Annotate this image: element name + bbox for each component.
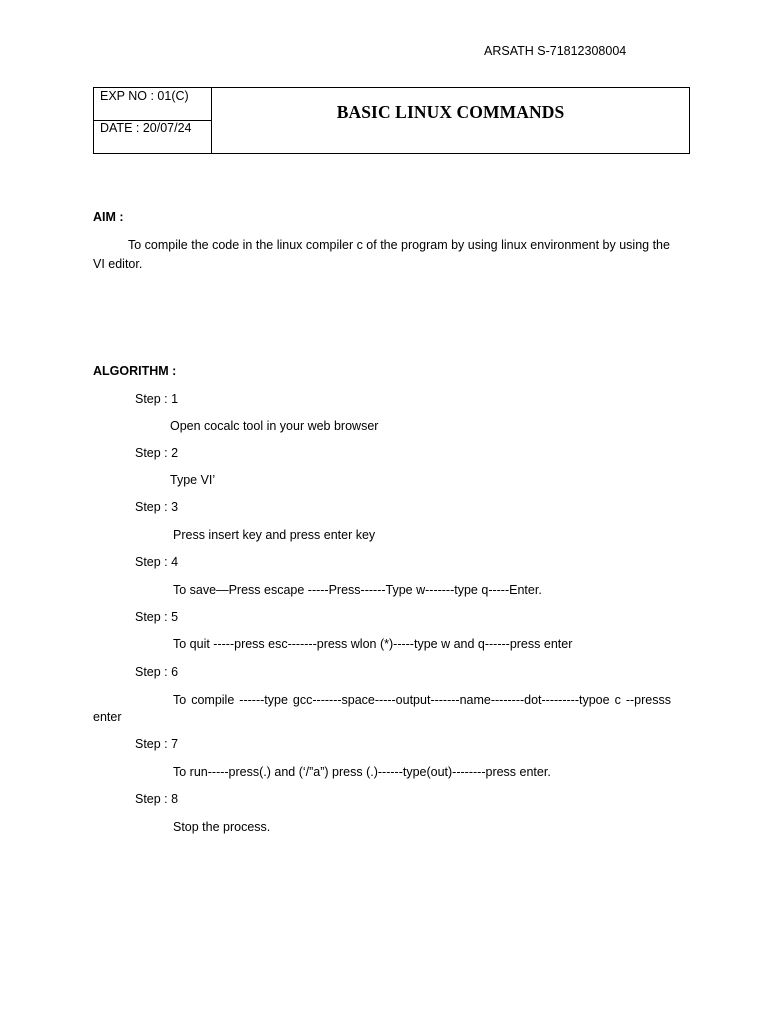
step-text: To quit -----press esc-------press wlon (*)-----type w and q------press enter (173, 637, 573, 651)
step-label: Step : 6 (135, 665, 179, 679)
step-text: Stop the process. (173, 820, 271, 834)
date: DATE : 20/07/24 (100, 121, 192, 135)
aim-text: To compile the code in the linux compiler c of the program by using linux environment by using the VI editor. (93, 238, 670, 271)
header-table (93, 87, 690, 154)
step-label: Step : 3 (135, 500, 179, 514)
step-text: To run-----press(.) and (‘/”a”) press (.)------type(out)--------press enter. (173, 765, 551, 779)
step-text: Press insert key and press enter key (173, 528, 376, 542)
document-title: BASIC LINUX COMMANDS (336, 102, 565, 122)
step-label: Step : 1 (135, 392, 179, 406)
author-id: ARSATH S-71812308004 (484, 44, 627, 58)
step-label: Step : 8 (135, 792, 179, 806)
step-text: To compile ------type gcc-------space-----output-------name--------dot---------typoe c --presss enter (93, 693, 671, 724)
step-label: Step : 5 (135, 610, 179, 624)
step-label: Step : 7 (135, 737, 179, 751)
step-text: Type VI’ (170, 473, 216, 487)
step-text: To save—Press escape -----Press------Type w-------type q-----Enter. (173, 583, 542, 597)
step-label: Step : 2 (135, 446, 179, 460)
algorithm-heading: ALGORITHM : (93, 364, 177, 378)
header-info-column (94, 88, 212, 153)
aim-heading: AIM : (93, 210, 124, 224)
step-label: Step : 4 (135, 555, 179, 569)
exp-no: EXP NO : 01(C) (94, 88, 211, 121)
step-text: Open cocalc tool in your web browser (170, 419, 379, 433)
